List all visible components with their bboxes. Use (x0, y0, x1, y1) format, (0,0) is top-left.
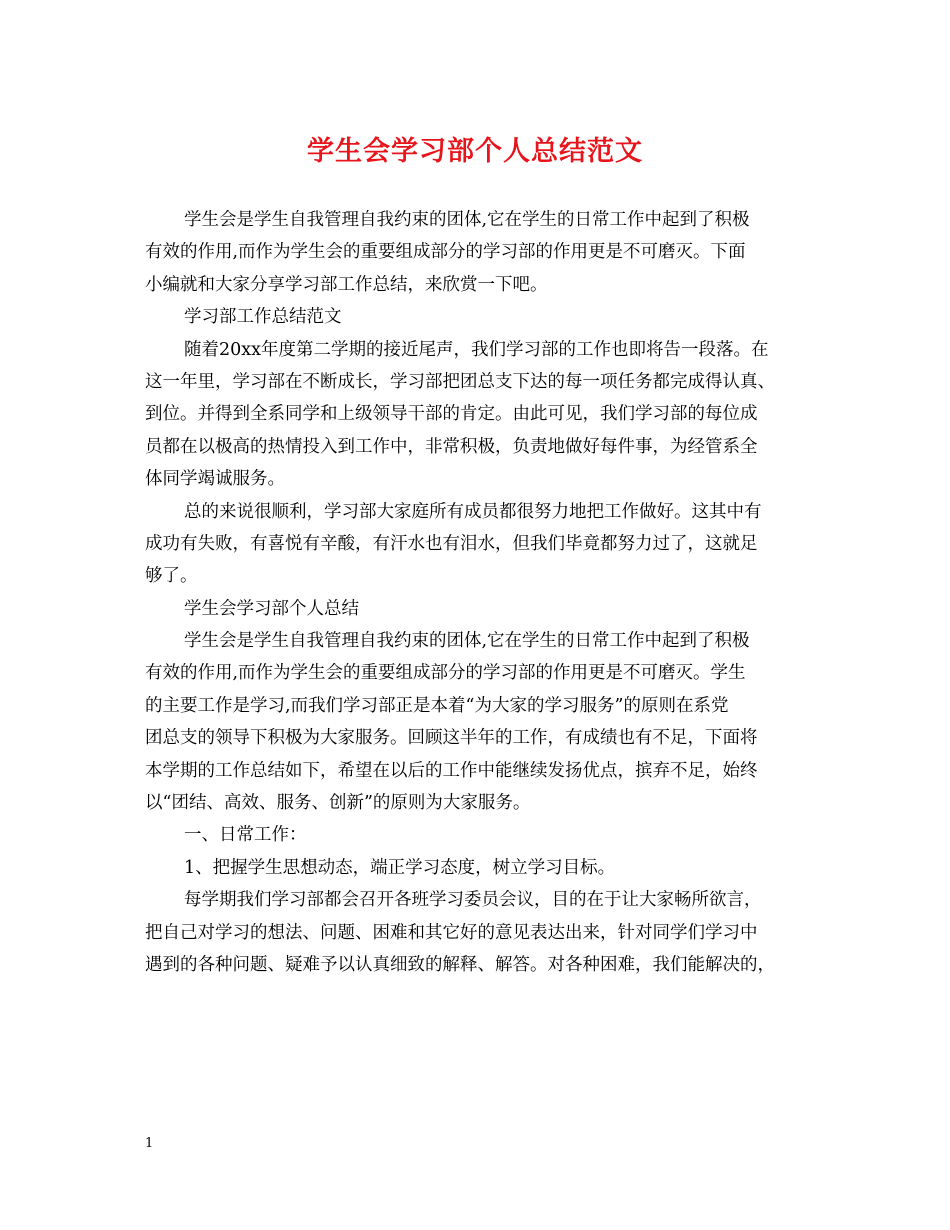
document-title: 学生会学习部个人总结范文 (307, 136, 643, 167)
text-line: 随着20xx年度第二学期的接近尾声，我们学习部的工作也即将告一段落。在 (184, 339, 769, 360)
text-line: 有效的作用,而作为学生会的重要组成部分的学习部的作用更是不可磨灭。下面 (145, 242, 746, 263)
text-line: 把自己对学习的想法、问题、困难和其它好的意见表达出来，针对同学们学习中 (145, 922, 758, 943)
text-line: 够了。 (145, 566, 198, 587)
text-line: 1、把握学生思想动态，端正学习态度，树立学习目标。 (184, 857, 616, 878)
text-line: 到位。并得到全系同学和上级领导干部的肯定。由此可见，我们学习部的每位成 (145, 404, 758, 425)
text-line: 本学期的工作总结如下，希望在以后的工作中能继续发扬优点，摈弃不足，始终 (145, 760, 758, 781)
text-line: 学生会学习部个人总结 (184, 598, 359, 619)
text-line: 的主要工作是学习,而我们学习部正是本着“为大家的学习服务”的原则在系党 (145, 695, 729, 716)
text-line: 成功有失败，有喜悦有辛酸，有汗水也有泪水，但我们毕竟都努力过了，这就足 (145, 533, 758, 554)
text-line: 一、日常工作： (184, 825, 307, 846)
page-number: 1 (145, 1136, 154, 1151)
text-line: 以“团结、高效、服务、创新”的原则为大家服务。 (145, 793, 531, 814)
text-line: 学生会是学生自我管理自我约束的团体,它在学生的日常工作中起到了积极 (184, 210, 750, 230)
text-line: 总的来说很顺利，学习部大家庭所有成员都很努力地把工作做好。这其中有 (184, 501, 762, 522)
text-line: 遇到的各种问题、疑难予以认真细致的解释、解答。对各种困难，我们能解决的， (145, 954, 775, 975)
text-line: 学生会是学生自我管理自我约束的团体,它在学生的日常工作中起到了积极 (184, 631, 750, 652)
document-body (145, 204, 810, 981)
text-line: 体同学竭诚服务。 (145, 469, 285, 490)
text-line: 有效的作用,而作为学生会的重要组成部分的学习部的作用更是不可磨灭。学生 (145, 663, 746, 684)
text-line: 小编就和大家分享学习部工作总结，来欣赏一下吧。 (145, 274, 548, 295)
text-line: 学习部工作总结范文 (184, 307, 342, 328)
text-line: 这一年里，学习部在不断成长，学习部把团总支下达的每一项任务都完成得认真、 (145, 371, 775, 392)
text-line: 每学期我们学习部都会召开各班学习委员会议，目的在于让大家畅所欲言， (184, 890, 762, 911)
text-line: 员都在以极高的热情投入到工作中，非常积极，负责地做好每件事，为经管系全 (145, 436, 758, 457)
text-line: 团总支的领导下积极为大家服务。回顾这半年的工作，有成绩也有不足，下面将 (145, 728, 758, 749)
